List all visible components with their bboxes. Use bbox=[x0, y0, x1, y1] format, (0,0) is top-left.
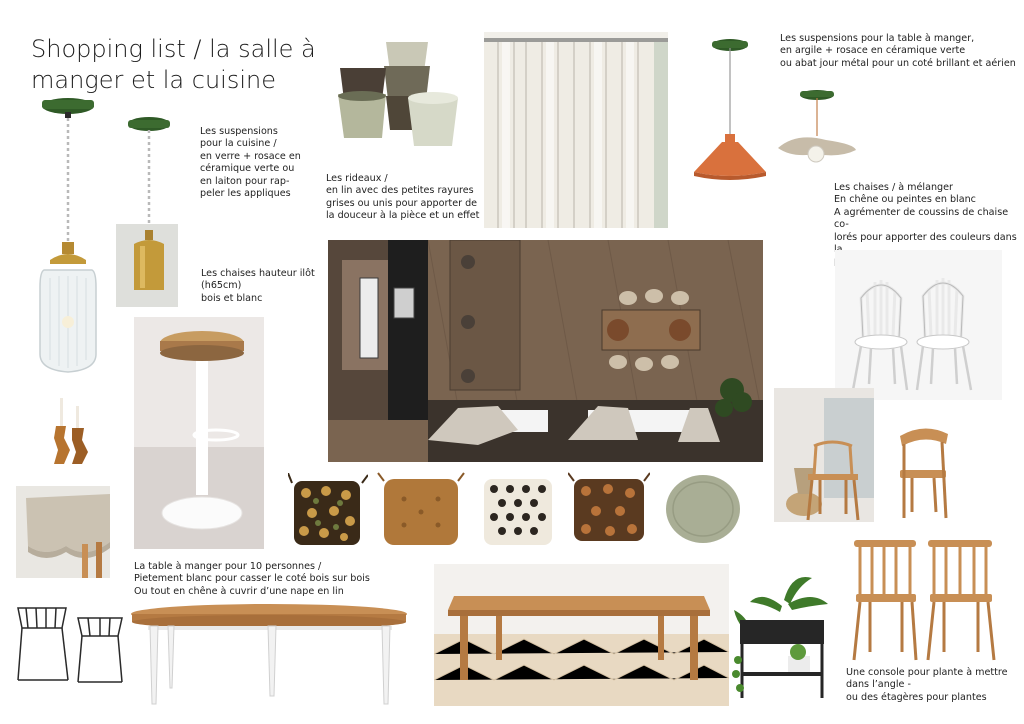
terracotta-pendant-icon bbox=[692, 36, 768, 186]
curtains-note: Les rideaux / en lin avec des petites rayures grises ou unis pour apporter de la douceur à la pièce et un effet bbox=[326, 173, 480, 222]
white-windsor-chairs-icon bbox=[835, 250, 1002, 400]
glass-jar-pendant-icon bbox=[28, 92, 108, 377]
floral-cushion-icon bbox=[288, 473, 368, 549]
metal-disc-pendant-icon bbox=[776, 88, 858, 172]
island-chairs-note: Les chaises hauteur ilôt (h65cm) bois et blanc bbox=[201, 268, 315, 304]
dining-chairs-note: Les chaises / à mélanger En chêne ou peintes en blanc A agrémenter de coussins de chaise co- lorés pour apporter des couleurs dans bbox=[834, 182, 1017, 243]
dining-table-note: La table à manger pour 10 personnes / Pietement blanc pour casser le coté bois sur bois Ou tout en chêne à cuvrir d’une nape en lin bbox=[134, 561, 370, 597]
linen-curtain-icon bbox=[484, 32, 668, 228]
plant-console-note: Une console pour plante à mettre dans l’angle - ou des étagères pour plantes bbox=[846, 667, 1008, 703]
oak-chair-icon bbox=[890, 420, 956, 520]
brass-pendant-icon bbox=[116, 112, 178, 307]
kitchen-3d-render-icon bbox=[328, 240, 763, 462]
dining-pendants-note: Les suspensions pour la table à manger, en argile + rosace en céramique verte ou abat jour métal pour un coté brillant et aérien bbox=[780, 33, 1016, 69]
page-title: Shopping list / la salle à manger et la cuisine bbox=[31, 35, 316, 94]
floral-cushion-icon bbox=[568, 471, 650, 545]
patterned-cushion-icon bbox=[478, 471, 558, 549]
candle-holders-icon bbox=[50, 392, 92, 466]
oak-table-icon bbox=[434, 564, 729, 706]
wooden-bar-stool-icon bbox=[134, 317, 264, 549]
oak-chair-icon bbox=[774, 388, 874, 522]
linen-tablecloth-icon bbox=[16, 486, 110, 578]
wire-plant-stands-icon bbox=[12, 600, 124, 686]
ceramic-cups-icon bbox=[336, 38, 464, 150]
white-oval-table-icon bbox=[128, 600, 410, 708]
ochre-cushion-icon bbox=[376, 471, 466, 549]
oak-chair-icon bbox=[850, 536, 1002, 662]
kitchen-pendants-note: Les suspensions pour la cuisine / en verre + rosace en céramique verte ou en laiton pour rap- peler les appliques bbox=[200, 126, 301, 200]
plant-console-icon bbox=[732, 570, 832, 702]
sage-round-cushion-icon bbox=[664, 473, 742, 545]
